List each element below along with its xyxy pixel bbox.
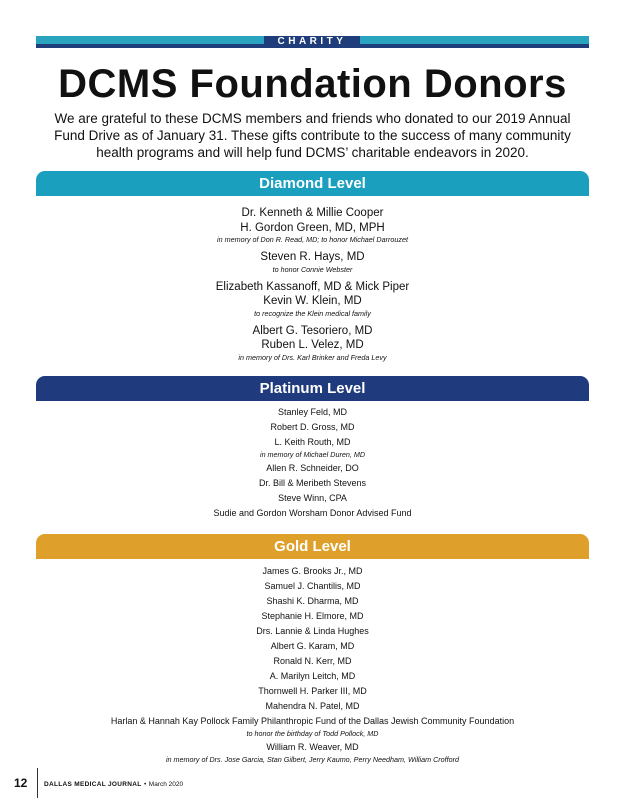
diamond-donor-list bbox=[36, 206, 589, 368]
donor-name: Dr. Bill & Meribeth Stevens bbox=[258, 478, 367, 488]
donor-name: William R. Weaver, MD bbox=[266, 742, 359, 752]
journal-name: DALLAS MEDICAL JOURNAL bbox=[44, 781, 142, 788]
donor-name: Harlan & Hannah Kay Pollock Family Philanthropic Fund of the Dallas Jewish Community Foundation bbox=[110, 716, 515, 726]
footer-divider bbox=[37, 768, 38, 798]
donor-note: to honor the birthday of Todd Pollock, MD bbox=[246, 729, 379, 738]
donor-name: Sudie and Gordon Worsham Donor Advised Fund bbox=[213, 508, 412, 518]
gold-level-header: Gold Level bbox=[36, 534, 589, 559]
category-label: CHARITY bbox=[264, 36, 360, 48]
donor-note: to honor Connie Webster bbox=[272, 264, 353, 274]
gold-donor-list bbox=[36, 566, 589, 768]
donor-name: Allen R. Schneider, DO bbox=[266, 463, 359, 473]
donor-note: in memory of Michael Duren, MD bbox=[259, 450, 366, 459]
donor-name: Kevin W. Klein, MD bbox=[263, 295, 362, 307]
donor-name: Albert G. Karam, MD bbox=[270, 641, 355, 651]
donor-name: Steve Winn, CPA bbox=[278, 493, 347, 503]
footer-publication bbox=[44, 773, 183, 795]
donor-name: Steven R. Hays, MD bbox=[260, 251, 365, 263]
intro-paragraph: We are grateful to these DCMS members and friends who donated to our 2019 Annual Fund Drive as of January 31. These gifts contribute to the success of many community health programs and will help fund DCMS’ charitable endeavors in 2020. bbox=[54, 111, 571, 160]
donor-note: in memory of Don R. Read, MD; to honor Michael Darrouzet bbox=[217, 235, 408, 244]
donor-name: Thornwell H. Parker III, MD bbox=[258, 686, 367, 696]
donor-name: James G. Brooks Jr., MD bbox=[262, 566, 363, 576]
donor-name: Ronald N. Kerr, MD bbox=[273, 656, 352, 666]
donor-name: Shashi K. Dharma, MD bbox=[266, 596, 359, 606]
platinum-level-header: Platinum Level bbox=[36, 376, 589, 401]
donor-name: L. Keith Routh, MD bbox=[274, 437, 351, 447]
donor-name: Elizabeth Kassanoff, MD & Mick Piper bbox=[215, 280, 410, 293]
donor-name: H. Gordon Green, MD, MPH bbox=[240, 221, 385, 234]
donor-name: Stephanie H. Elmore, MD bbox=[261, 611, 364, 621]
donor-name: Albert G. Tesoriero, MD bbox=[252, 324, 373, 337]
donor-name: Dr. Kenneth & Millie Cooper bbox=[241, 207, 384, 219]
donor-name: A. Marilyn Leitch, MD bbox=[269, 671, 356, 681]
diamond-level-header: Diamond Level bbox=[36, 171, 589, 196]
issue-date: March 2020 bbox=[148, 781, 184, 788]
donor-name: Stanley Feld, MD bbox=[277, 407, 348, 417]
donor-name: Samuel J. Chantilis, MD bbox=[264, 581, 361, 591]
page-title: DCMS Foundation Donors bbox=[58, 62, 567, 106]
footer-separator: • bbox=[144, 781, 147, 788]
donor-name: Robert D. Gross, MD bbox=[270, 422, 355, 432]
platinum-donor-list bbox=[36, 407, 589, 523]
donor-note: in memory of Drs. Karl Brinker and Freda Levy bbox=[238, 352, 387, 362]
donor-name: Drs. Lannie & Linda Hughes bbox=[256, 626, 369, 636]
donor-note: in memory of Drs. Jose Garcia, Stan Gilbert, Jerry Kaumo, Perry Needham, William Crofford bbox=[165, 755, 460, 764]
donor-name: Ruben L. Velez, MD bbox=[261, 339, 364, 351]
page-number: 12 bbox=[14, 776, 28, 790]
donor-name: Mahendra N. Patel, MD bbox=[265, 701, 360, 711]
donor-note: to recognize the Klein medical family bbox=[254, 308, 371, 318]
